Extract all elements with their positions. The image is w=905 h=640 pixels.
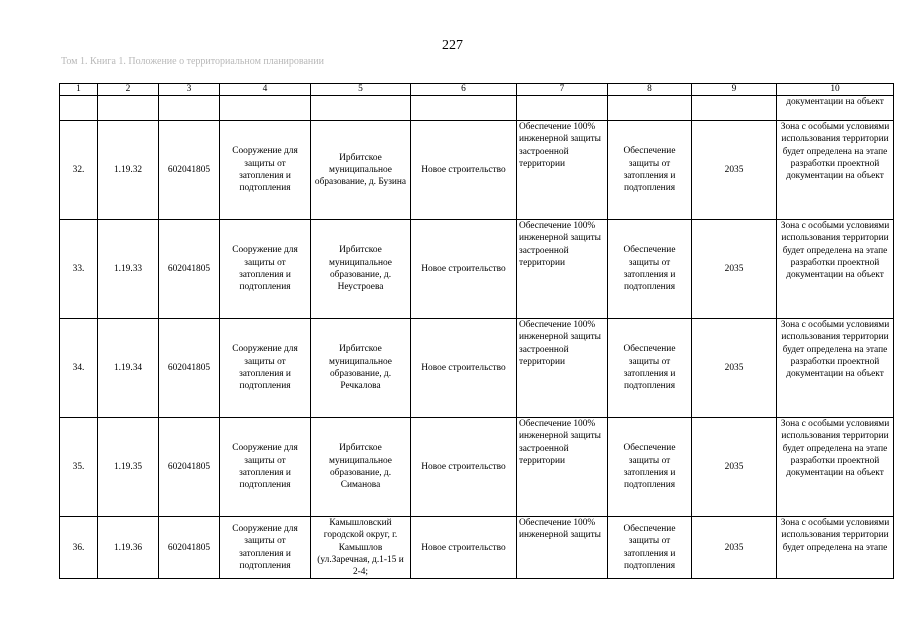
location-cell: Камышловский городской округ, г. Камышлов (ул.Заречная, д.1-15 и 2-4; [311, 517, 411, 579]
type-cell: Новое строительство [411, 319, 517, 418]
name-cell: Сооружение для защиты от затопления и подтопления [220, 418, 311, 517]
id-cell: 602041805 [159, 121, 220, 220]
function-cell: Обеспечение защиты от затопления и подтопления [608, 418, 692, 517]
column-number: 6 [411, 84, 517, 96]
column-number: 2 [98, 84, 159, 96]
column-number: 10 [777, 84, 894, 96]
column-number: 1 [60, 84, 98, 96]
zone-cell: Зона с особыми условиями использования территории будет определена на этапе разработки проектной документации на объект [777, 121, 894, 220]
table-cell [608, 96, 692, 121]
year-cell: 2035 [692, 418, 777, 517]
id-cell: 602041805 [159, 418, 220, 517]
column-number: 8 [608, 84, 692, 96]
column-number: 7 [517, 84, 608, 96]
location-cell: Ирбитское муниципальное образование, д. Симанова [311, 418, 411, 517]
code-cell: 1.19.34 [98, 319, 159, 418]
table-row [60, 517, 894, 579]
zone-cell: документации на объект [777, 96, 894, 121]
zone-cell: Зона с особыми условиями использования территории будет определена на этапе разработки проектной документации на объект [777, 319, 894, 418]
type-cell: Новое строительство [411, 121, 517, 220]
page-number: 227 [442, 38, 463, 53]
type-cell: Новое строительство [411, 517, 517, 579]
purpose-cell: Обеспечение 100% инженерной защиты застроенной территории [517, 220, 608, 319]
row-number-cell: 32. [60, 121, 98, 220]
name-cell: Сооружение для защиты от затопления и подтопления [220, 121, 311, 220]
row-number-cell: 33. [60, 220, 98, 319]
row-number-cell: 36. [60, 517, 98, 579]
name-cell: Сооружение для защиты от затопления и подтопления [220, 319, 311, 418]
continuation-row [60, 96, 894, 121]
table-cell [517, 96, 608, 121]
table-cell [411, 96, 517, 121]
purpose-cell: Обеспечение 100% инженерной защиты застроенной территории [517, 319, 608, 418]
code-cell: 1.19.36 [98, 517, 159, 579]
table-cell [60, 96, 98, 121]
column-number: 5 [311, 84, 411, 96]
table-row [60, 319, 894, 418]
function-cell: Обеспечение защиты от затопления и подтопления [608, 319, 692, 418]
year-cell: 2035 [692, 121, 777, 220]
function-cell: Обеспечение защиты от затопления и подтопления [608, 517, 692, 579]
location-cell: Ирбитское муниципальное образование, д. Бузина [311, 121, 411, 220]
table-row [60, 418, 894, 517]
zone-cell: Зона с особыми условиями использования территории будет определена на этапе разработки проектной документации на объект [777, 418, 894, 517]
type-cell: Новое строительство [411, 418, 517, 517]
column-number: 9 [692, 84, 777, 96]
code-cell: 1.19.35 [98, 418, 159, 517]
id-cell: 602041805 [159, 220, 220, 319]
id-cell: 602041805 [159, 517, 220, 579]
column-number: 3 [159, 84, 220, 96]
year-cell: 2035 [692, 319, 777, 418]
function-cell: Обеспечение защиты от затопления и подтопления [608, 121, 692, 220]
year-cell: 2035 [692, 220, 777, 319]
table-cell [159, 96, 220, 121]
table-cell [220, 96, 311, 121]
table-row [60, 220, 894, 319]
year-cell: 2035 [692, 517, 777, 579]
table-cell [98, 96, 159, 121]
table-cell [311, 96, 411, 121]
type-cell: Новое строительство [411, 220, 517, 319]
table-cell [692, 96, 777, 121]
function-cell: Обеспечение защиты от затопления и подтопления [608, 220, 692, 319]
objects-table [59, 83, 894, 579]
code-cell: 1.19.32 [98, 121, 159, 220]
name-cell: Сооружение для защиты от затопления и подтопления [220, 517, 311, 579]
table-row [60, 121, 894, 220]
running-header: Том 1. Книга 1. Положение о территориальном планировании [61, 56, 324, 67]
purpose-cell: Обеспечение 100% инженерной защиты застроенной территории [517, 418, 608, 517]
id-cell: 602041805 [159, 319, 220, 418]
row-number-cell: 34. [60, 319, 98, 418]
column-number: 4 [220, 84, 311, 96]
name-cell: Сооружение для защиты от затопления и подтопления [220, 220, 311, 319]
purpose-cell: Обеспечение 100% инженерной защиты застроенной территории [517, 121, 608, 220]
zone-cell: Зона с особыми условиями использования территории будет определена на этапе разработки проектной документации на объект [777, 220, 894, 319]
column-number-row [60, 84, 894, 96]
code-cell: 1.19.33 [98, 220, 159, 319]
location-cell: Ирбитское муниципальное образование, д. Речкалова [311, 319, 411, 418]
row-number-cell: 35. [60, 418, 98, 517]
zone-cell: Зона с особыми условиями использования территории будет определена на этапе [777, 517, 894, 579]
location-cell: Ирбитское муниципальное образование, д. Неустроева [311, 220, 411, 319]
purpose-cell: Обеспечение 100% инженерной защиты [517, 517, 608, 579]
